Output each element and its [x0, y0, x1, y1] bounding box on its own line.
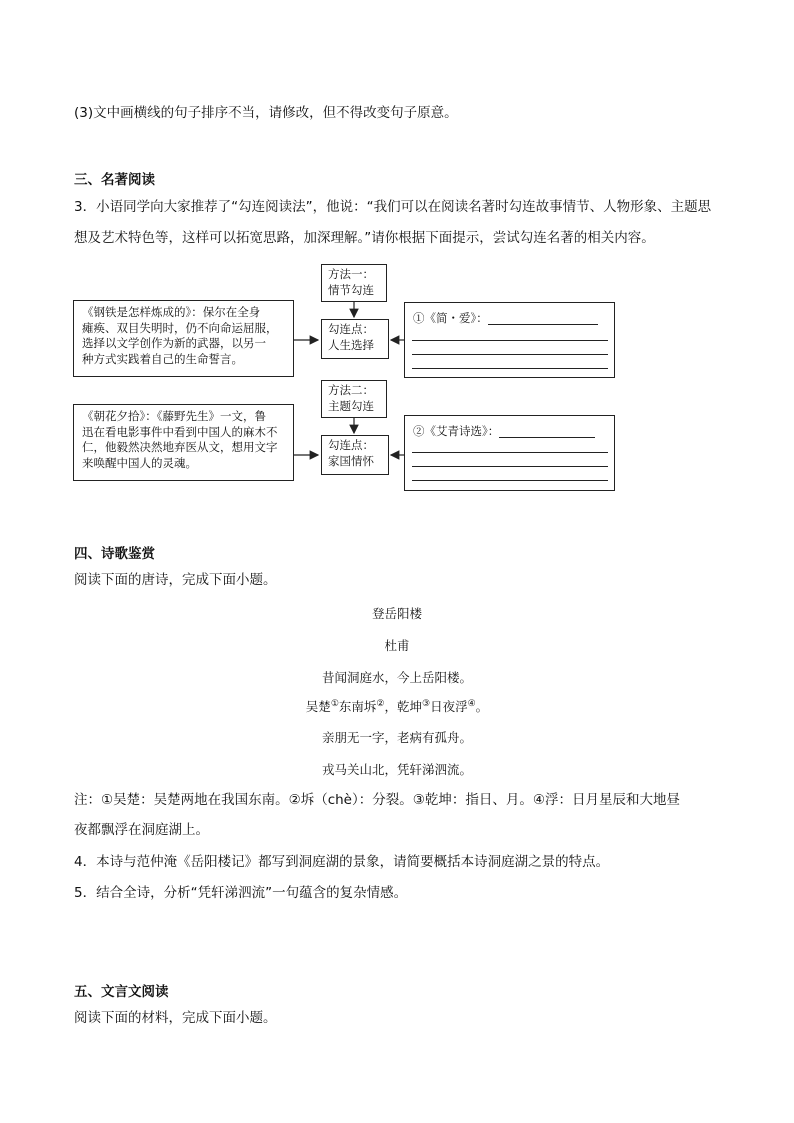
link-point-1-line-2: 人生选择 [328, 337, 374, 352]
poem-line-3: 亲朋无一字，老病有孤舟。 [321, 730, 472, 745]
question-3-line-1: 3．小语同学向大家推荐了“勾连阅读法”，他说：“我们可以在阅读名著时勾连故事情节、人物形象、主题思 [74, 199, 712, 215]
answer-line[interactable] [412, 354, 608, 355]
section-4-heading: 四、诗歌鉴赏 [74, 546, 155, 562]
left-box-2-line: 仁，他毅然决然地弃医从文，想用文字 [82, 440, 278, 454]
section-5-intro: 阅读下面的材料，完成下面小题。 [74, 1010, 277, 1026]
notes-line-2: 夜都飘浮在洞庭湖上。 [74, 822, 209, 838]
question-3-part-3: (3)文中画横线的句子排序不当，请修改，但不得改变句子原意。 [74, 105, 458, 121]
section-3-heading: 三、名著阅读 [74, 172, 155, 188]
link-point-1-box [321, 319, 389, 359]
method-1-line-2: 情节勾连 [328, 282, 374, 297]
jane-eyre-label: ①《简・爱》： [413, 311, 488, 325]
question-3-line-2: 想及艺术特色等，这样可以拓宽思路，加深理解。”请你根据下面提示，尝试勾连名著的相关内容。 [74, 230, 655, 246]
footnote-mark: ① [330, 699, 339, 709]
answer-line[interactable] [412, 452, 608, 453]
left-box-1-line: 瘫痪、双目失明时，仍不向命运屈服， [82, 320, 278, 335]
method-2-line-1: 方法二： [328, 383, 374, 397]
left-box-2-line: 《朝花夕拾》：《藤野先生》一文，鲁 [82, 409, 266, 423]
poem-text: 日夜浮 [430, 699, 468, 714]
link-point-2-box [321, 435, 389, 475]
poem-line-2 [0, 697, 794, 715]
footnote-mark: ④ [467, 699, 476, 709]
answer-line[interactable] [412, 368, 608, 369]
poem-author: 杜甫 [384, 638, 410, 653]
answer-line[interactable] [412, 480, 608, 481]
notes-line-1: 注：①吴楚：吴楚两地在我国东南。②坼（chè）：分裂。③乾坤：指日、月。④浮：日月星辰和大地昼 [74, 792, 680, 808]
aiqing-poems-label: ②《艾青诗选》： [413, 424, 500, 438]
link-point-2-line-2: 家国情怀 [328, 453, 374, 468]
section-5-heading: 五、文言文阅读 [74, 984, 169, 1000]
question-4: 4．本诗与范仲淹《岳阳楼记》都写到洞庭湖的景象，请简要概括本诗洞庭湖之景的特点。 [74, 854, 610, 870]
footnote-mark: ② [376, 699, 385, 709]
answer-blank[interactable] [499, 427, 595, 438]
left-box-2-line: 迅在看电影事件中看到中国人的麻木不 [82, 424, 278, 439]
answer-line[interactable] [412, 466, 608, 467]
link-point-1-line-1: 勾连点： [328, 322, 374, 336]
method-1-line-1: 方法一： [328, 267, 374, 281]
footnote-mark: ③ [422, 699, 431, 709]
method-1-box [321, 264, 387, 302]
poem-text: 。 [475, 699, 489, 714]
poem-text: 东南坼 [338, 699, 377, 714]
answer-blank[interactable] [488, 314, 598, 325]
left-box-1 [73, 300, 294, 377]
method-2-box [321, 380, 387, 418]
left-box-2-line: 来唤醒中国人的灵魂。 [82, 455, 197, 470]
left-box-1-line: 选择以文学创作为新的武器，以另一 [82, 336, 266, 350]
left-box-1-line: 《钢铁是怎样炼成的》：保尔在全身 [82, 305, 261, 319]
poem-line-1: 昔闻洞庭水，今上岳阳楼。 [321, 670, 472, 685]
link-point-2-line-1: 勾连点： [328, 438, 374, 452]
poem-text: 吴楚 [305, 699, 331, 714]
poem-title: 登岳阳楼 [371, 606, 422, 621]
answer-line[interactable] [412, 340, 608, 341]
method-2-line-2: 主题勾连 [328, 398, 374, 413]
question-5: 5．结合全诗，分析“凭轩涕泗流”一句蕴含的复杂情感。 [74, 885, 408, 901]
left-box-1-line: 种方式实践着自己的生命誓言。 [82, 351, 243, 366]
section-4-intro: 阅读下面的唐诗，完成下面小题。 [74, 572, 277, 588]
left-box-2 [73, 404, 294, 481]
poem-text: ，乾坤 [384, 699, 422, 714]
poem-line-4: 戎马关山北，凭轩涕泗流。 [321, 762, 472, 777]
